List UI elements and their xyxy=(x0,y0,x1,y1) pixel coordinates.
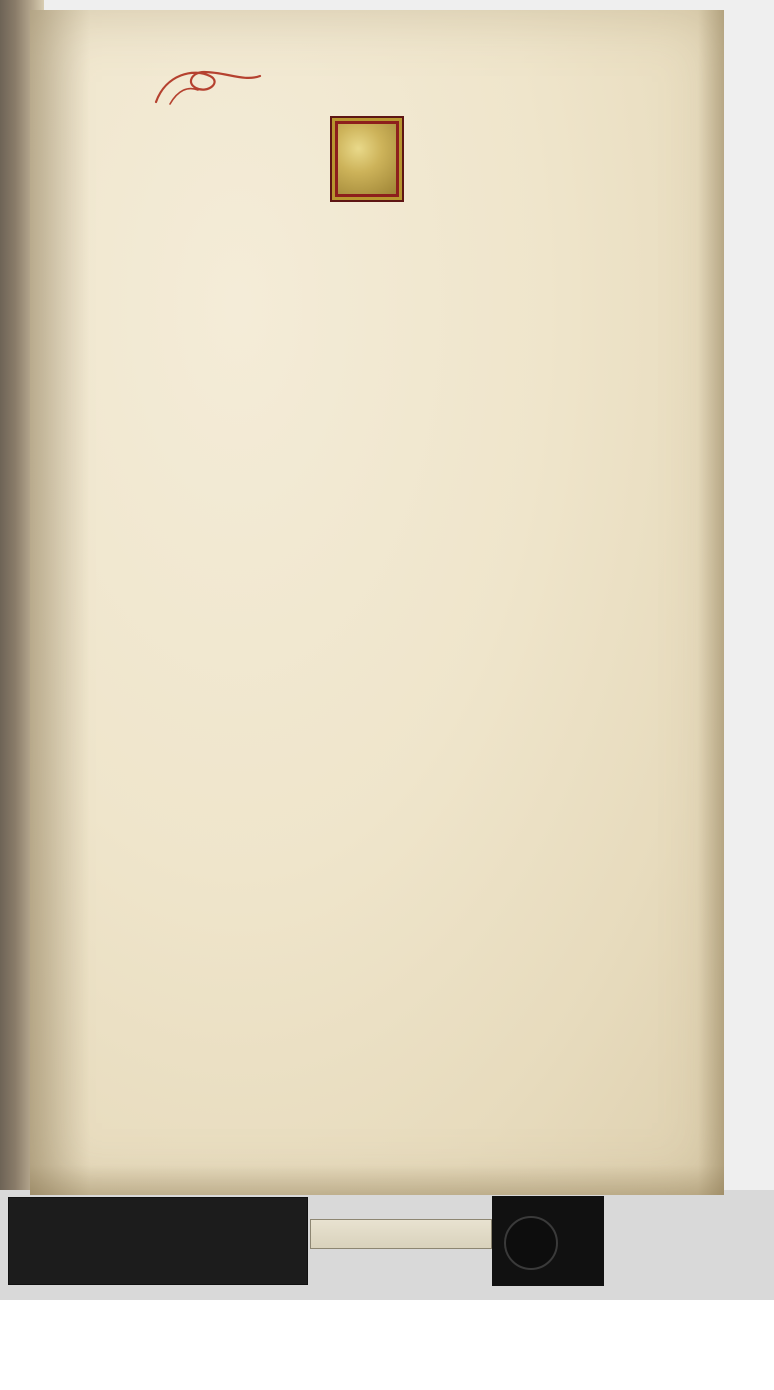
marginal-notes xyxy=(622,98,714,898)
color-calibration-target xyxy=(8,1197,308,1285)
manuscript-page xyxy=(30,10,724,1195)
text-column-right xyxy=(330,98,598,1007)
color-target-label xyxy=(9,1254,307,1284)
color-target-top-row xyxy=(9,1198,307,1224)
page-header xyxy=(30,46,724,86)
color-target-bottom-row xyxy=(9,1224,307,1254)
page-bottom-edge-shadow xyxy=(30,1165,724,1195)
gray-ball-reference xyxy=(504,1216,558,1270)
stock-photo-footer xyxy=(0,1300,774,1390)
scale-ruler xyxy=(310,1219,492,1249)
text-column-left xyxy=(34,98,296,1007)
dark-reference-patch xyxy=(492,1196,604,1286)
